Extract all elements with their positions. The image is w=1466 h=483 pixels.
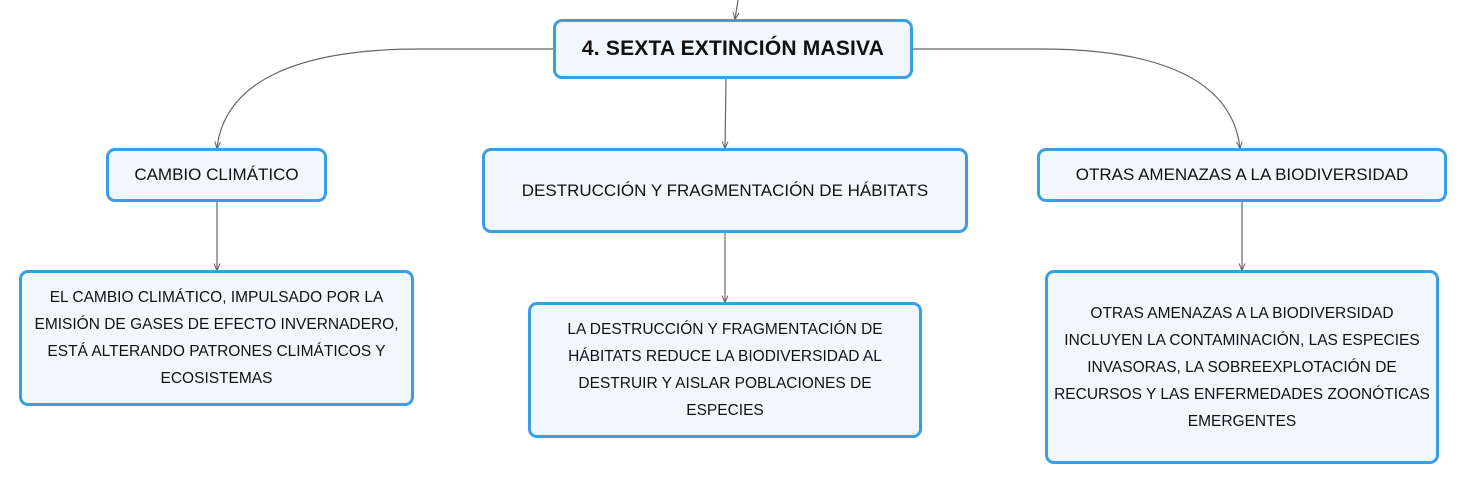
- detail-node-destruccion-habitats[interactable]: [528, 302, 922, 438]
- topic-label: OTRAS AMENAZAS A LA BIODIVERSIDAD: [1075, 165, 1409, 184]
- topic-node-cambio-climatico[interactable]: [106, 148, 327, 202]
- topic-node-destruccion-habitats[interactable]: [482, 148, 968, 233]
- connector-root-to-cambio: [217, 49, 553, 148]
- topic-label: DESTRUCCIÓN Y FRAGMENTACIÓN DE HÁBITATS: [521, 180, 929, 200]
- detail-node-otras-amenazas[interactable]: [1045, 270, 1439, 464]
- root-node[interactable]: [553, 19, 913, 79]
- detail-node-cambio-climatico[interactable]: [19, 270, 414, 406]
- connector-root-to-destruccion: [725, 79, 726, 148]
- topic-node-otras-amenazas[interactable]: [1037, 148, 1447, 202]
- detail-text: OTRAS AMENAZAS A LA BIODIVERSIDAD INCLUYEN LA CONTAMINACIÓN, LAS ESPECIES INVASORAS, LA SOBREEXPLOTACIÓN DE RECURSOS Y LAS ENFERMEDADES ZOONÓTICAS EMERGENTES: [1054, 304, 1430, 430]
- connector-root-to-otras: [913, 49, 1240, 148]
- detail-text: LA DESTRUCCIÓN Y FRAGMENTACIÓN DE HÁBITATS REDUCE LA BIODIVERSIDAD AL DESTRUIR Y AISLAR POBLACIONES DE ESPECIES: [567, 321, 883, 419]
- detail-text: EL CAMBIO CLIMÁTICO, IMPULSADO POR LA EMISIÓN DE GASES DE EFECTO INVERNADERO, ESTÁ ALTERANDO PATRONES CLIMÁTICOS Y ECOSISTEMAS: [34, 289, 399, 387]
- connector-incoming: [735, 0, 738, 19]
- root-label: 4. SEXTA EXTINCIÓN MASIVA: [581, 37, 885, 60]
- topic-label: CAMBIO CLIMÁTICO: [134, 165, 299, 184]
